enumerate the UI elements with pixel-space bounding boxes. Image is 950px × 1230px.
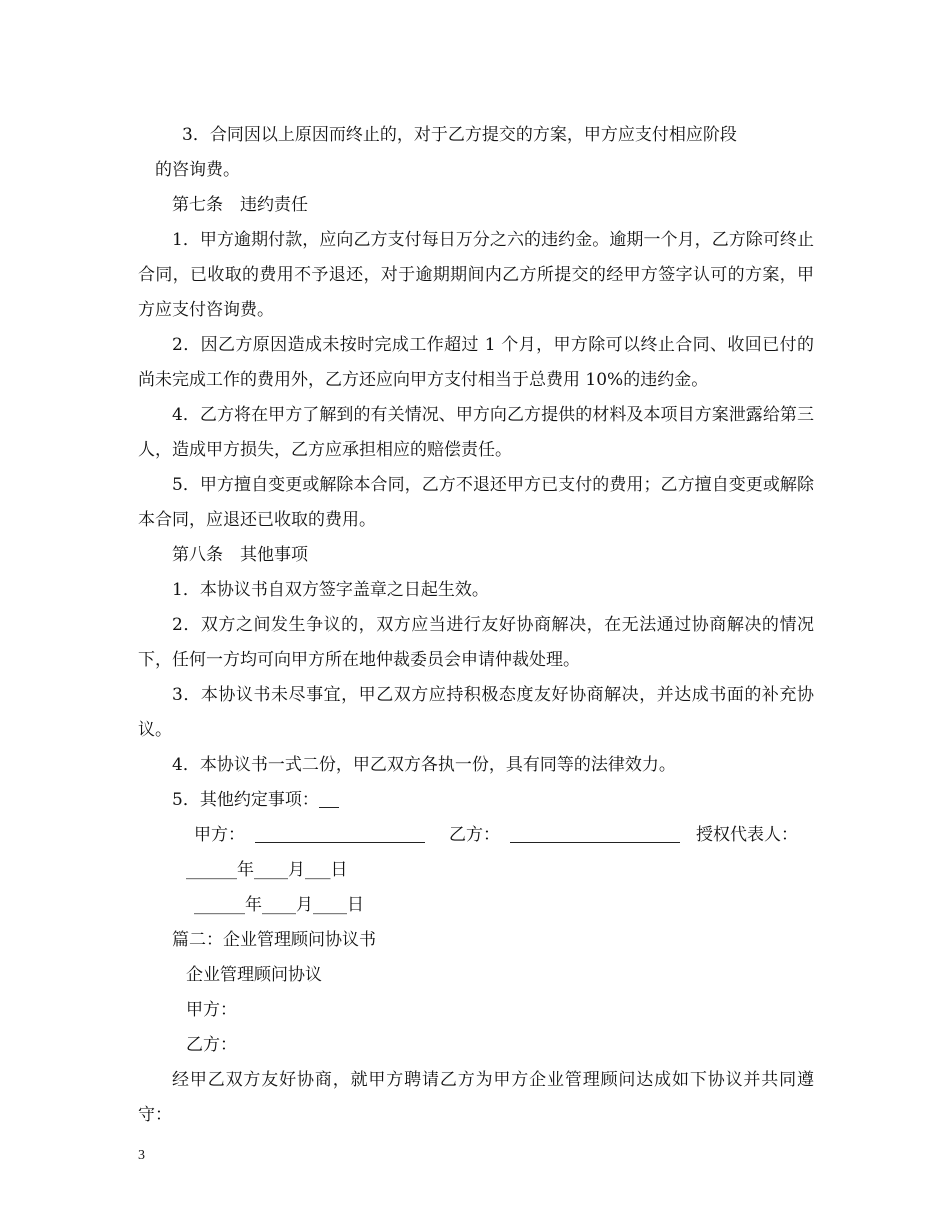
clause-8-4: 4．本协议书一式二份，甲乙双方各执一份，具有同等的法律效力。 <box>172 755 676 775</box>
document-body <box>138 118 814 1133</box>
clause-8-5-text: 5．其他约定事项： <box>172 790 319 810</box>
clause-8-2: 2．双方之间发生争议的，双方应当进行友好协商解决，在无法通过协商解决的情况下，任何一方均可向甲方所在地仲裁委员会申请仲裁处理。 <box>138 615 814 670</box>
date-line-2: ______年____月____日 <box>194 895 364 915</box>
second-party-a: 甲方： <box>186 1000 237 1020</box>
clause-7-4: 4．乙方将在甲方了解到的有关情况、甲方向乙方提供的材料及本项目方案泄露给第三人，造成甲方损失，乙方应承担相应的赔偿责任。 <box>138 405 814 460</box>
agreement-intro: 经甲乙双方友好协商，就甲方聘请乙方为甲方企业管理顾问达成如下协议并共同遵守： <box>138 1070 814 1125</box>
clause-7-5: 5．甲方擅自变更或解除本合同，乙方不退还甲方已支付的费用；乙方擅自变更或解除本合同，应退还已收取的费用。 <box>138 475 814 530</box>
clause-8-5 <box>138 783 814 818</box>
party-b-label: 乙方： <box>449 825 500 845</box>
authorized-rep-label: 授权代表人： <box>696 825 798 845</box>
clause-8-3: 3．本协议书未尽事宜，甲乙双方应持积极态度友好协商解决，并达成书面的补充协议。 <box>138 685 814 740</box>
date-line-1: ______年____月___日 <box>186 860 348 880</box>
page-number: 3 <box>138 1148 145 1163</box>
article-8-heading: 第八条 其他事项 <box>172 545 308 565</box>
clause-7-2: 2．因乙方原因造成未按时完成工作超过 1 个月，甲方除可以终止合同、收回已付的尚未完成工作的费用外，乙方还应向甲方支付相当于总费用 10%的违约金。 <box>138 335 814 390</box>
other-matters-blank <box>319 789 339 808</box>
agreement-title: 企业管理顾问协议 <box>186 965 322 985</box>
party-b-blank <box>510 824 680 843</box>
clause-8-1: 1．本协议书自双方签字盖章之日起生效。 <box>172 580 489 600</box>
clause-6-3-continued: 的咨询费。 <box>155 160 240 180</box>
clause-7-1: 1．甲方逾期付款，应向乙方支付每日万分之六的违约金。逾期一个月，乙方除可终止合同，已收取的费用不予退还，对于逾期期间内乙方所提交的经甲方签字认可的方案，甲方应支付咨询费。 <box>138 230 814 320</box>
second-section-heading: 篇二：企业管理顾问协议书 <box>172 930 376 950</box>
party-a-label: 甲方： <box>194 825 245 845</box>
party-a-blank <box>255 824 425 843</box>
signature-row <box>138 818 814 853</box>
article-7-heading: 第七条 违约责任 <box>172 195 308 215</box>
second-party-b: 乙方： <box>186 1035 237 1055</box>
clause-6-3: 3．合同因以上原因而终止的，对于乙方提交的方案，甲方应支付相应阶段 <box>182 125 737 145</box>
